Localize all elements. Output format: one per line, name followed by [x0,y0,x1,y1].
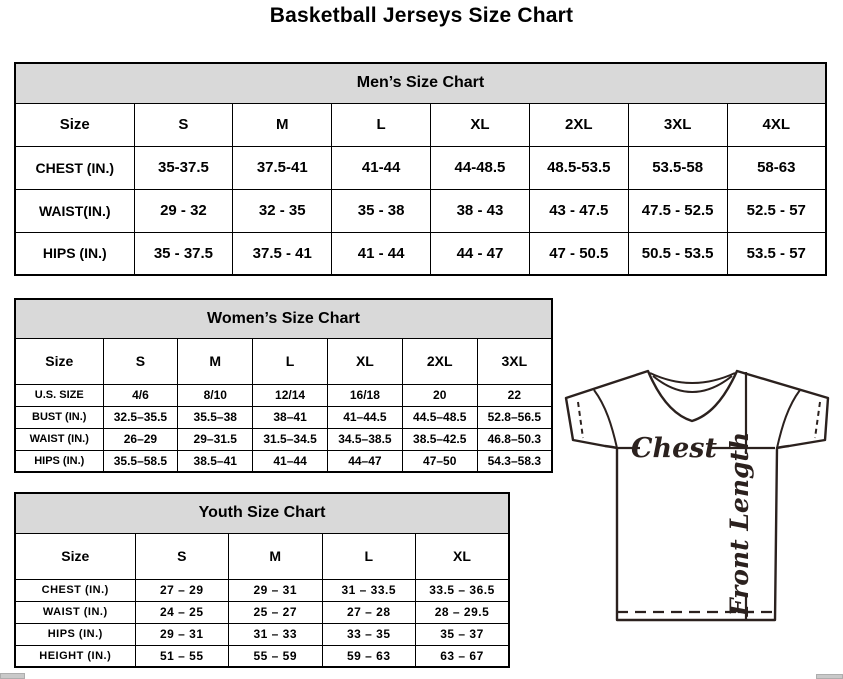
youth-header-row [15,533,509,579]
table-cell: 58-63 [727,146,826,189]
table-row [15,384,552,406]
column-header: 3XL [477,338,552,384]
row-label: HIPS (IN.) [15,623,135,645]
table-row [15,189,826,232]
table-cell: 44.5–48.5 [402,406,477,428]
table-cell: 35.5–58.5 [103,450,178,472]
table-cell: 35 - 37.5 [134,232,233,275]
column-header: Size [15,103,134,146]
column-header: L [322,533,416,579]
table-cell: 25 – 27 [229,601,323,623]
table-cell: 32 - 35 [233,189,332,232]
row-label: U.S. SIZE [15,384,103,406]
table-cell: 16/18 [327,384,402,406]
table-row [15,623,509,645]
table-cell: 47 - 50.5 [529,232,628,275]
column-header: M [229,533,323,579]
table-cell: 20 [402,384,477,406]
table-row [15,428,552,450]
row-label: CHEST (IN.) [15,146,134,189]
table-cell: 41–44 [253,450,328,472]
table-cell: 46.8–50.3 [477,428,552,450]
row-label: WAIST(IN.) [15,189,134,232]
table-cell: 35-37.5 [134,146,233,189]
table-cell: 38–41 [253,406,328,428]
column-header: 3XL [628,103,727,146]
mens-size-table [14,62,827,276]
table-cell: 8/10 [178,384,253,406]
row-label: HIPS (IN.) [15,450,103,472]
column-header: S [135,533,229,579]
table-cell: 43 - 47.5 [529,189,628,232]
table-cell: 35 - 38 [332,189,431,232]
table-cell: 38.5–41 [178,450,253,472]
table-cell: 34.5–38.5 [327,428,402,450]
table-row [15,146,826,189]
table-cell: 50.5 - 53.5 [628,232,727,275]
table-cell: 53.5 - 57 [727,232,826,275]
table-row [15,406,552,428]
womens-chart-title: Women’s Size Chart [15,299,552,338]
table-cell: 51 – 55 [135,645,229,667]
table-cell: 48.5-53.5 [529,146,628,189]
column-header: M [233,103,332,146]
table-cell: 44–47 [327,450,402,472]
column-header: 2XL [402,338,477,384]
page-title: Basketball Jerseys Size Chart [269,4,574,27]
table-cell: 47.5 - 52.5 [628,189,727,232]
collar-rib-line [650,373,735,383]
table-cell: 29–31.5 [178,428,253,450]
table-cell: 38 - 43 [431,189,530,232]
chest-label: Chest [631,433,717,464]
table-cell: 33.5 – 36.5 [416,579,510,601]
column-header: 4XL [727,103,826,146]
jersey-measurement-diagram [556,358,842,630]
column-header: S [134,103,233,146]
table-cell: 44-48.5 [431,146,530,189]
table-cell: 44 - 47 [431,232,530,275]
column-header: S [103,338,178,384]
table-cell: 52.8–56.5 [477,406,552,428]
table-cell: 4/6 [103,384,178,406]
table-cell: 41-44 [332,146,431,189]
table-cell: 37.5-41 [233,146,332,189]
column-header: 2XL [529,103,628,146]
table-cell: 31 – 33.5 [322,579,416,601]
column-header: L [332,103,431,146]
mens-chart-title: Men’s Size Chart [15,63,826,103]
table-cell: 29 - 32 [134,189,233,232]
table-cell: 63 – 67 [416,645,510,667]
table-cell: 41–44.5 [327,406,402,428]
table-cell: 27 – 28 [322,601,416,623]
table-cell: 29 – 31 [135,623,229,645]
column-header: M [178,338,253,384]
table-cell: 38.5–42.5 [402,428,477,450]
mens-header-row [15,103,826,146]
scrollbar-fragment-right[interactable] [816,674,843,679]
table-cell: 55 – 59 [229,645,323,667]
row-label: HEIGHT (IN.) [15,645,135,667]
row-label: BUST (IN.) [15,406,103,428]
column-header: Size [15,338,103,384]
row-label: WAIST (IN.) [15,601,135,623]
table-row [15,645,509,667]
column-header: L [253,338,328,384]
column-header: XL [431,103,530,146]
womens-header-row [15,338,552,384]
youth-chart-title: Youth Size Chart [15,493,509,533]
table-cell: 35.5–38 [178,406,253,428]
table-row [15,232,826,275]
table-cell: 29 – 31 [229,579,323,601]
table-row [15,450,552,472]
table-cell: 28 – 29.5 [416,601,510,623]
table-cell: 33 – 35 [322,623,416,645]
table-cell: 41 - 44 [332,232,431,275]
table-cell: 26–29 [103,428,178,450]
youth-size-table [14,492,510,668]
front-length-label: Front Length [725,431,754,617]
table-cell: 52.5 - 57 [727,189,826,232]
table-cell: 54.3–58.3 [477,450,552,472]
table-row [15,579,509,601]
table-cell: 59 – 63 [322,645,416,667]
column-header: XL [416,533,510,579]
table-row [15,601,509,623]
row-label: CHEST (IN.) [15,579,135,601]
womens-size-table [14,298,553,473]
column-header: Size [15,533,135,579]
table-cell: 31.5–34.5 [253,428,328,450]
table-cell: 24 – 25 [135,601,229,623]
table-cell: 47–50 [402,450,477,472]
table-cell: 31 – 33 [229,623,323,645]
table-cell: 53.5-58 [628,146,727,189]
table-cell: 22 [477,384,552,406]
table-cell: 35 – 37 [416,623,510,645]
table-cell: 32.5–35.5 [103,406,178,428]
table-cell: 27 – 29 [135,579,229,601]
column-header: XL [327,338,402,384]
row-label: WAIST (IN.) [15,428,103,450]
table-cell: 37.5 - 41 [233,232,332,275]
scrollbar-fragment-left[interactable] [0,673,25,679]
row-label: HIPS (IN.) [15,232,134,275]
table-cell: 12/14 [253,384,328,406]
